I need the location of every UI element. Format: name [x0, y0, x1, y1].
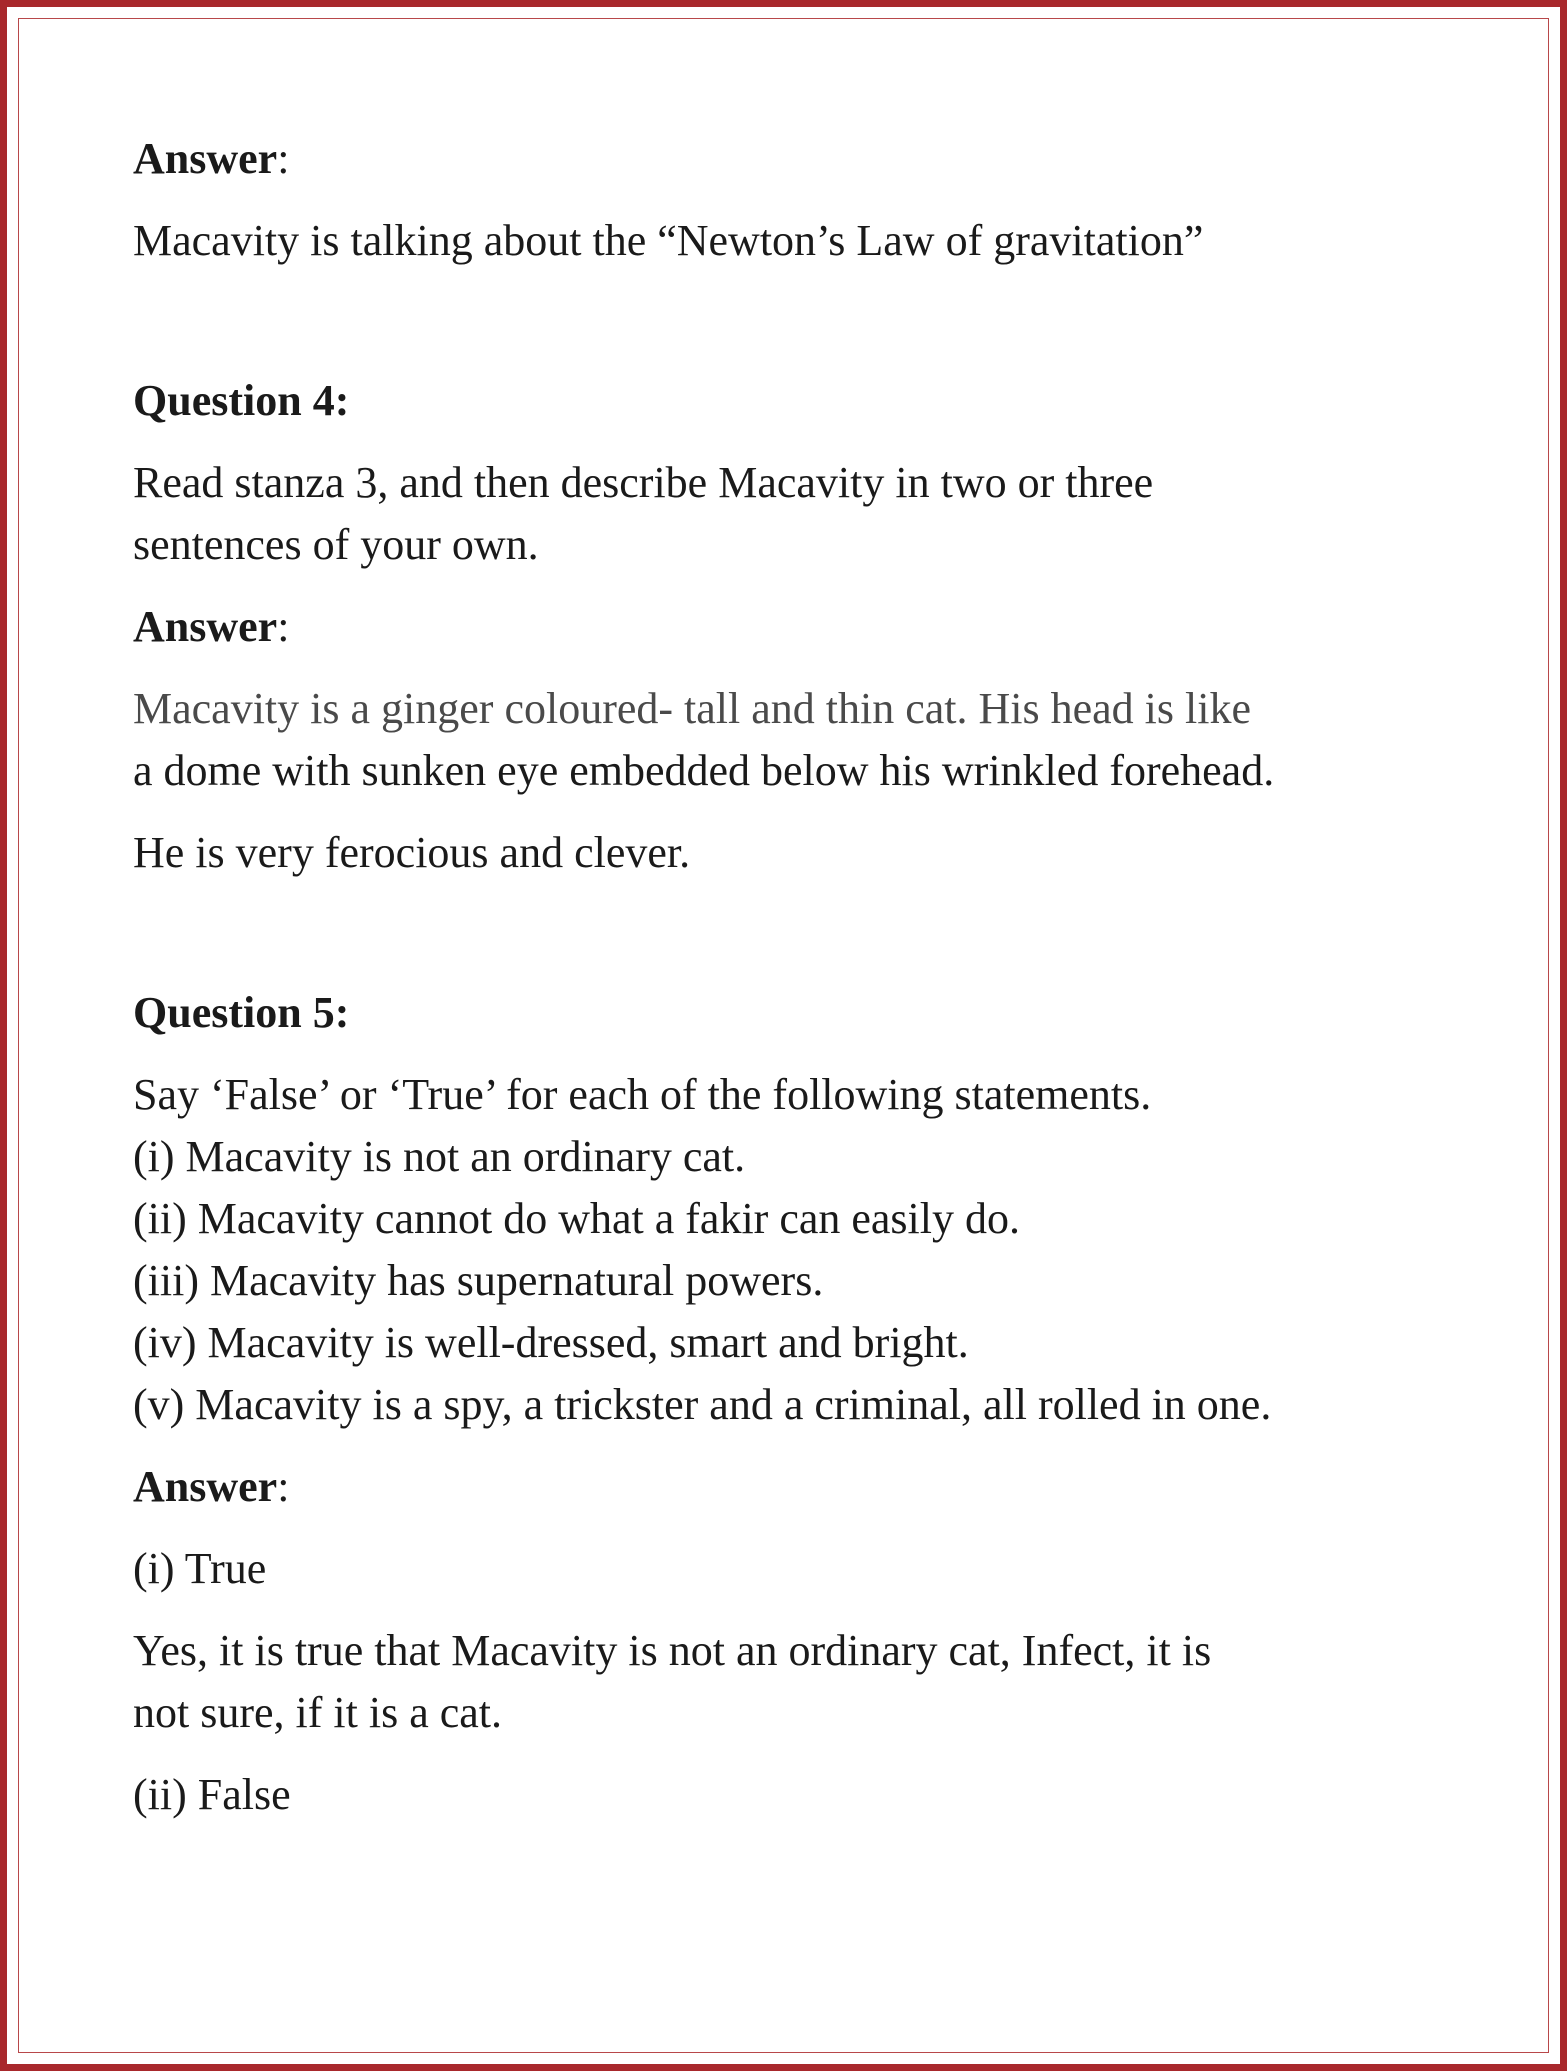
q5-heading: Question 5: — [133, 988, 350, 1037]
q5-answer-1-explain-line-2: not sure, if it is a cat. — [133, 1688, 503, 1737]
q4-answer-colon: : — [277, 602, 290, 651]
q4-question-line-2: sentences of your own. — [133, 520, 539, 569]
q3-answer-text: Macavity is talking about the “Newton’s Law of gravitation” — [133, 216, 1204, 265]
q3-answer-colon: : — [277, 134, 290, 183]
q4-answer-line-1: Macavity is a ginger coloured- tall and thin cat. His head is like — [133, 684, 1252, 733]
q5-statement-3: (iii) Macavity has supernatural powers. — [133, 1256, 824, 1305]
document-page — [133, 128, 1453, 1826]
q3-answer-heading — [133, 128, 1453, 190]
q5-answer-1: (i) True — [133, 1544, 267, 1593]
q5-answer-label: Answer — [133, 1462, 278, 1511]
q5-statement-4: (iv) Macavity is well-dressed, smart and bright. — [133, 1318, 969, 1367]
q4-answer-line-2: a dome with sunken eye embedded below his wrinkled forehead. — [133, 746, 1275, 795]
q4-answer-label: Answer — [133, 602, 278, 651]
q5-statement-2: (ii) Macavity cannot do what a fakir can easily do. — [133, 1194, 1021, 1243]
q4-question-line-1: Read stanza 3, and then describe Macavity in two or three — [133, 458, 1154, 507]
q4-heading: Question 4: — [133, 376, 350, 425]
q5-answer-2: (ii) False — [133, 1770, 291, 1819]
q5-answer-heading — [133, 1456, 1453, 1518]
q5-answer-colon: : — [277, 1462, 290, 1511]
q4-answer-extra: He is very ferocious and clever. — [133, 828, 691, 877]
q5-answer-1-explain-line-1: Yes, it is true that Macavity is not an ordinary cat, Infect, it is — [133, 1626, 1212, 1675]
q3-answer-label: Answer — [133, 134, 278, 183]
q5-intro: Say ‘False’ or ‘True’ for each of the following statements. — [133, 1070, 1152, 1119]
q4-answer-heading — [133, 596, 1453, 658]
q5-statement-1: (i) Macavity is not an ordinary cat. — [133, 1132, 746, 1181]
q5-statement-5: (v) Macavity is a spy, a trickster and a criminal, all rolled in one. — [133, 1380, 1272, 1429]
